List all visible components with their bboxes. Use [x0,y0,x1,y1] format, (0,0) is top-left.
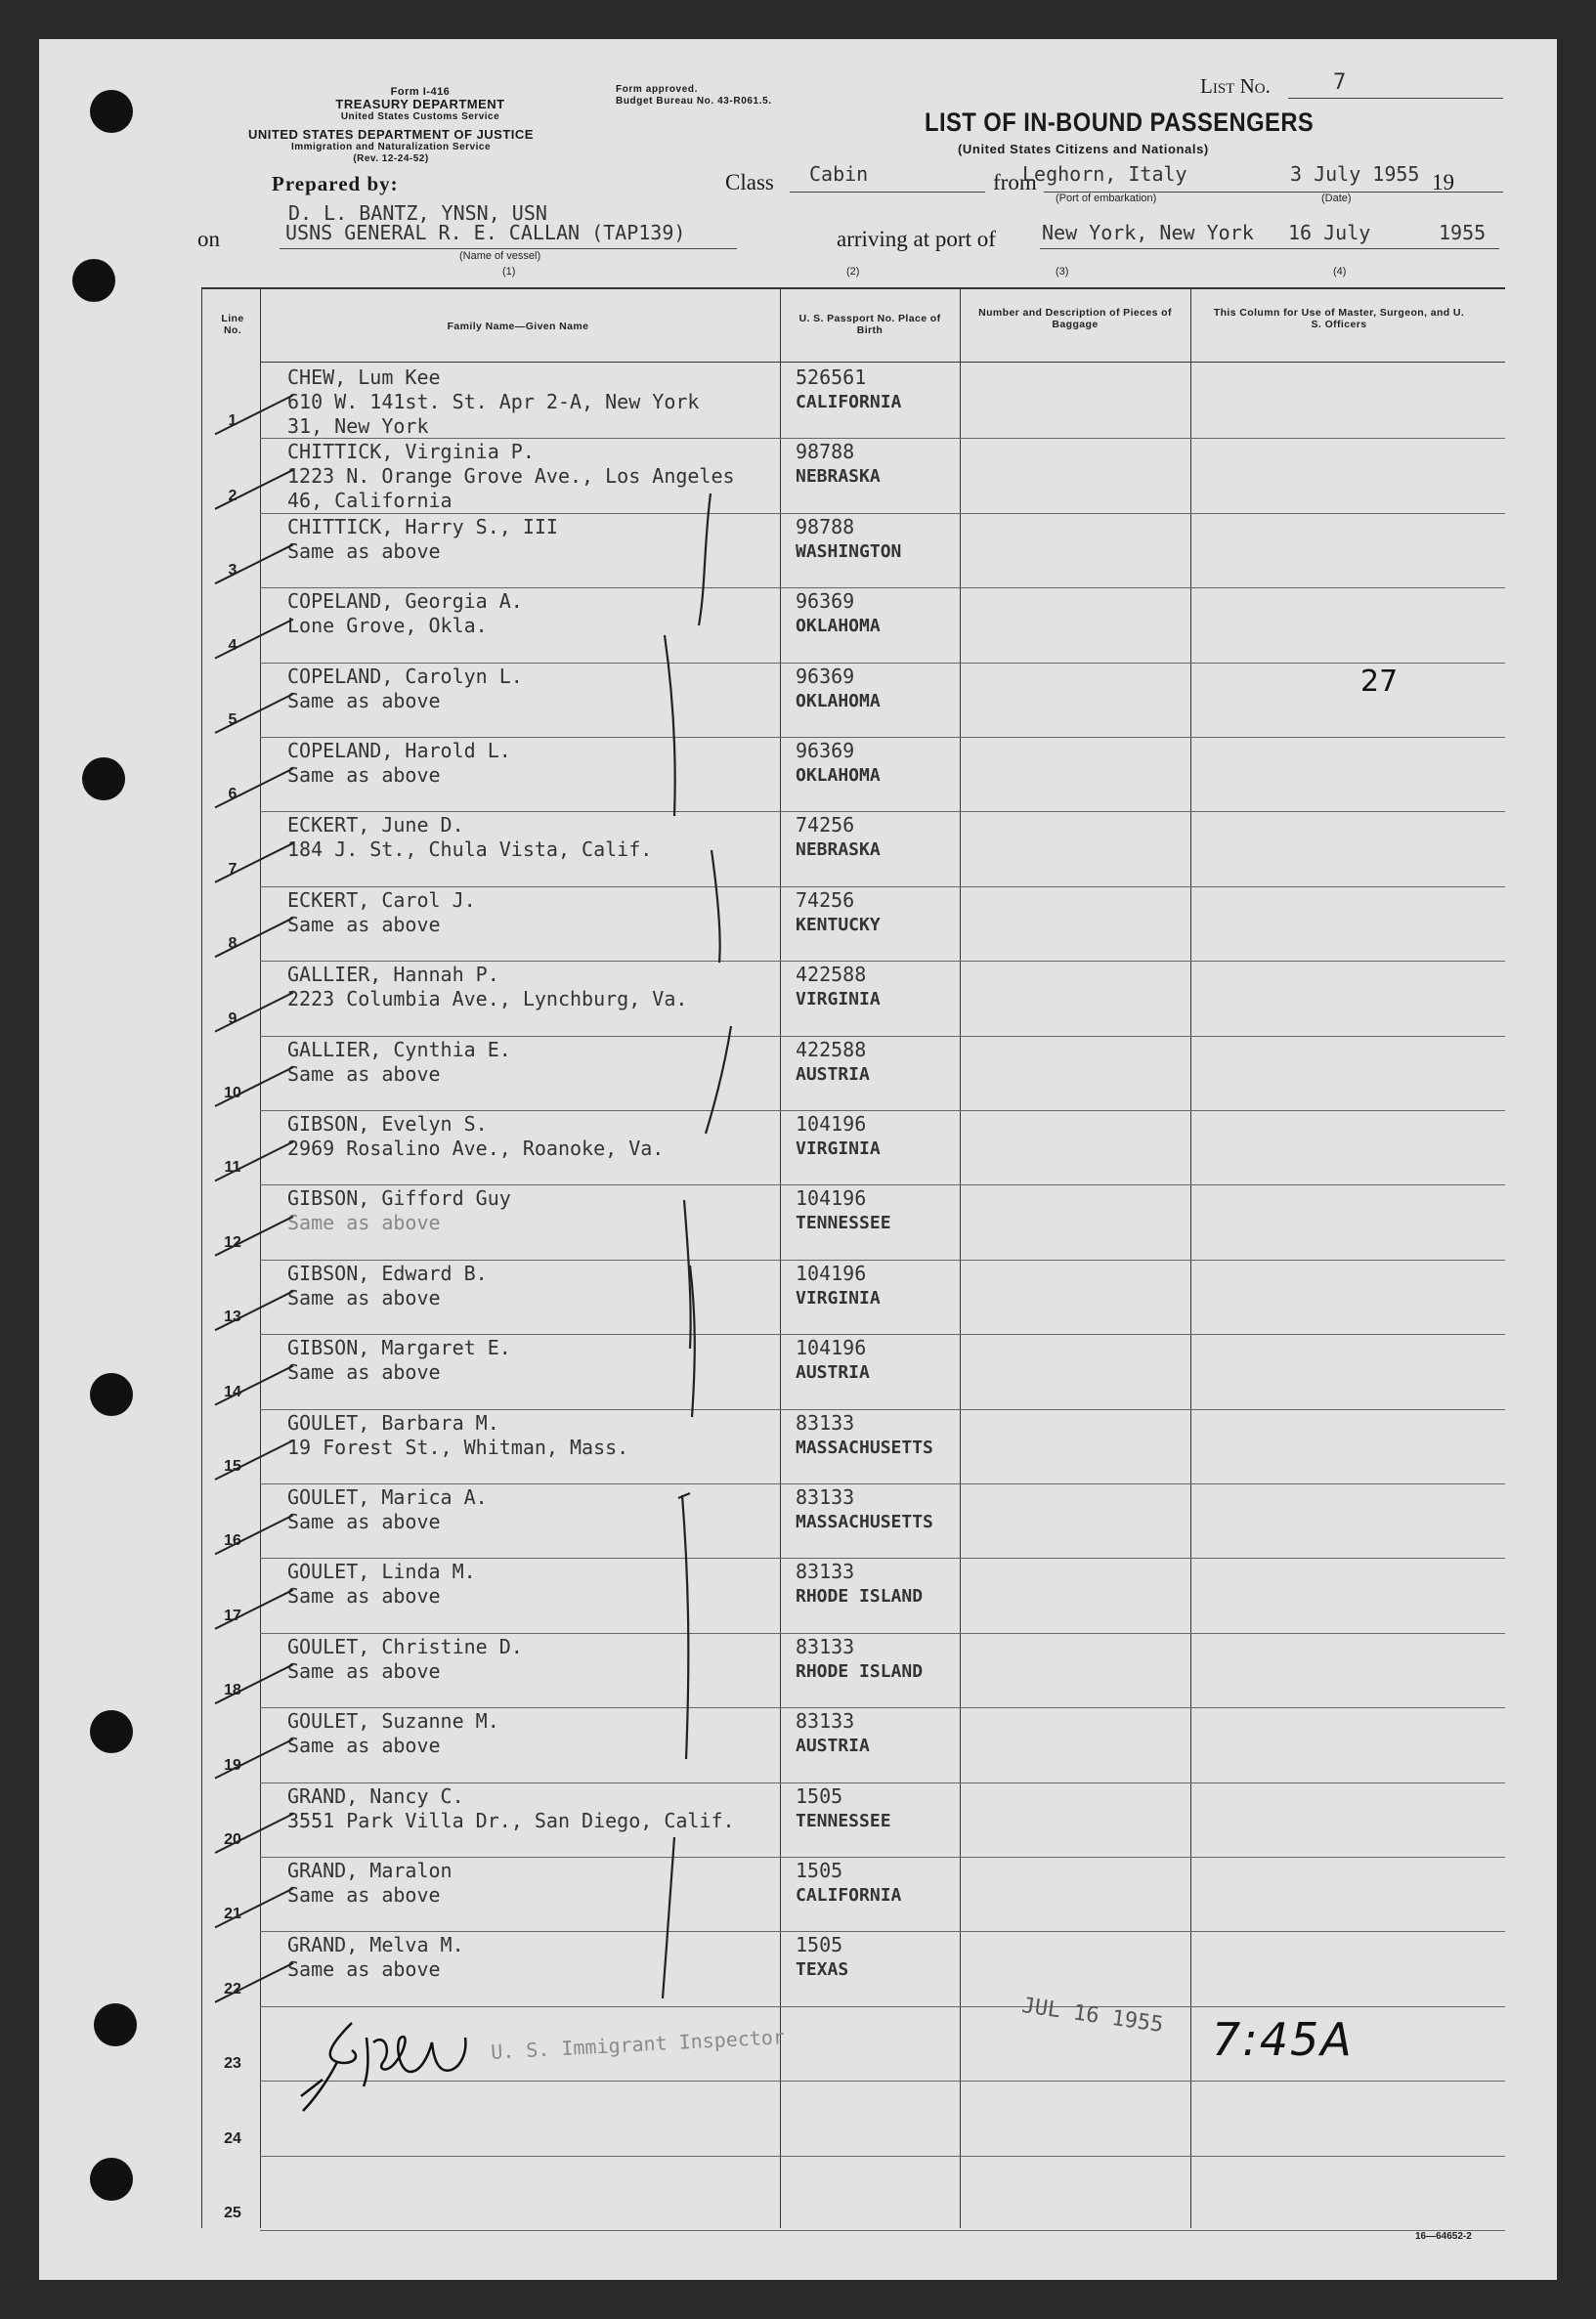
list-number: 7 [1333,70,1347,95]
vessel-line [280,248,737,249]
passenger-name: GOULET, Suzanne M. [287,1709,499,1734]
passenger-address: Same as above [287,1360,441,1385]
passenger-address: Same as above [287,1211,441,1235]
passport-number: 83133 [796,1485,855,1509]
passenger-name: GOULET, Marica A. [287,1485,488,1509]
footer-code: 16—64652-2 [1415,2231,1472,2242]
row-divider [260,1633,1505,1634]
line-number: 24 [224,2129,241,2147]
passport-number: 526561 [796,365,867,389]
place-of-birth: NEBRASKA [796,839,881,861]
binder-hole [90,2158,133,2201]
row-divider [260,737,1505,738]
form-approved: Form approved. [616,84,698,95]
row-divider [260,1483,1505,1484]
passenger-name: CHEW, Lum Kee [287,365,441,389]
vessel-name: USNS GENERAL R. E. CALLAN (TAP139) [285,221,686,244]
line-number: 25 [224,2205,241,2221]
passenger-address: Same as above [287,912,441,936]
place-of-birth: RHODE ISLAND [796,1586,924,1608]
line-number: 10 [224,1085,241,1101]
line-number: 3 [228,562,237,580]
row-divider [260,1334,1505,1335]
line-number: 1 [228,412,237,430]
page-title: LIST OF IN-BOUND PASSENGERS [925,107,1315,137]
passport-number: 96369 [796,589,855,614]
justice-dept: UNITED STATES DEPARTMENT OF JUSTICE [248,127,534,142]
line-number: 9 [228,1009,237,1027]
line-number: 19 [224,1756,241,1774]
place-of-birth: AUSTRIA [796,1736,870,1757]
place-of-birth: VIRGINIA [796,1138,881,1159]
page-subtitle: (United States Citizens and Nationals) [958,142,1209,156]
passport-number: 74256 [796,887,855,912]
line-number: 14 [224,1383,241,1400]
col-divider-name [780,287,781,2228]
passenger-name: GRAND, Maralon [287,1859,453,1882]
passport-number: 104196 [796,1336,867,1360]
embark-date: 3 July 1955 [1290,162,1420,186]
place-of-birth: OKLAHOMA [796,616,881,637]
passport-number: 74256 [796,813,855,837]
header-baggage: Number and Description of Pieces of Baggage [978,307,1172,330]
passport-number: 98788 [796,440,855,464]
header-officers: This Column for Use of Master, Surgeon, and U. S. Officers [1213,307,1465,330]
passenger-name: CHITTICK, Virginia P. [287,440,535,464]
arrival-line [1040,248,1499,249]
passenger-name: GALLIER, Hannah P. [287,963,499,987]
inspector-signature [293,2003,547,2130]
row-divider [260,1857,1505,1858]
line-number: 13 [224,1309,241,1326]
place-of-birth: MASSACHUSETTS [796,1512,933,1532]
row-divider [260,2156,1505,2157]
passenger-address: Same as above [287,538,441,563]
class-label: Class [725,170,774,194]
place-of-birth: KENTUCKY [796,914,881,935]
place-of-birth: TENNESSEE [796,1213,891,1234]
line-number: 4 [228,636,237,654]
table-left-border [201,287,202,2228]
prepared-by: D. L. BANTZ, YNSN, USN [288,201,547,225]
row-divider [260,663,1505,664]
binder-hole [90,1373,133,1416]
arriving-label: arriving at port of [837,227,996,251]
passenger-name: CHITTICK, Harry S., III [287,514,558,538]
place-of-birth: AUSTRIA [796,1063,870,1085]
passenger-name: ECKERT, June D. [287,813,464,837]
place-of-birth: OKLAHOMA [796,690,881,711]
place-of-birth: TENNESSEE [796,1810,891,1831]
line-number: 11 [224,1159,241,1177]
place-of-birth: NEBRASKA [796,466,881,488]
passenger-address: Same as above [287,1510,441,1533]
line-number: 22 [224,1980,241,1997]
passenger-address: Same as above [287,1883,441,1907]
passenger-address: Same as above [287,1957,441,1982]
form-number: Form I-416 [390,86,451,98]
caption-1: (1) [502,266,516,278]
passport-number: 104196 [796,1261,867,1285]
passport-number: 1505 [796,1933,843,1957]
passenger-address: Same as above [287,1285,441,1310]
passenger-address: Same as above [287,1584,441,1609]
passport-number: 83133 [796,1634,855,1658]
passport-number: 422588 [796,1037,867,1061]
passenger-name: COPELAND, Carolyn L. [287,664,523,688]
row-divider [260,1782,1505,1783]
passenger-address: 3551 Park Villa Dr., San Diego, Calif. [287,1808,735,1832]
place-of-birth: WASHINGTON [796,540,902,562]
passenger-address: Same as above [287,688,441,712]
header-bottom-line [260,362,1505,363]
row-divider [260,1707,1505,1708]
place-of-birth: OKLAHOMA [796,765,881,786]
place-of-birth: VIRGINIA [796,989,881,1010]
place-of-birth: VIRGINIA [796,1287,881,1309]
passport-number: 1505 [796,1859,843,1882]
row-divider [260,2230,1505,2231]
officer-count: 27 [1360,665,1399,699]
row-divider [260,1184,1505,1185]
passenger-address-cont: 31, New York [287,414,429,438]
year-suffix: 19 [1432,170,1454,194]
line-number: 12 [224,1233,241,1251]
passenger-name: GRAND, Melva M. [287,1933,464,1957]
passport-number: 422588 [796,963,867,987]
embark-caption: (Port of embarkation) [1056,193,1157,204]
passenger-address: 2223 Columbia Ave., Lynchburg, Va. [287,987,688,1011]
date-stamp: JUL 16 1955 [1019,1993,1165,2039]
arrival-port: New York, New York [1042,221,1254,244]
passport-number: 98788 [796,514,855,538]
passenger-name: COPELAND, Harold L. [287,739,511,762]
revision: (Rev. 12-24-52) [353,153,429,164]
line-number: 6 [228,786,237,803]
place-of-birth: AUSTRIA [796,1362,870,1384]
passenger-address-cont: 46, California [287,489,453,513]
binder-hole [90,1710,133,1753]
passport-number: 96369 [796,664,855,688]
row-divider [260,1409,1505,1410]
line-number: 18 [224,1682,241,1699]
passport-number: 104196 [796,1186,867,1211]
passenger-name: GIBSON, Edward B. [287,1261,488,1285]
row-divider [260,438,1505,439]
embark-port: Leghorn, Italy [1022,162,1187,186]
line-number: 17 [224,1607,241,1624]
row-divider [260,1110,1505,1111]
row-divider [260,961,1505,962]
list-no-line [1288,98,1503,99]
line-number: 5 [228,711,237,728]
row-divider [260,1260,1505,1261]
passenger-name: GIBSON, Margaret E. [287,1336,511,1360]
passport-number: 83133 [796,1709,855,1734]
passenger-address: Same as above [287,763,441,787]
caption-3: (3) [1056,266,1069,278]
col-divider-baggage [1190,287,1191,2228]
passport-number: 83133 [796,1560,855,1584]
passenger-name: COPELAND, Georgia A. [287,589,523,614]
place-of-birth: MASSACHUSETTS [796,1437,933,1458]
passenger-address: Same as above [287,1658,441,1683]
col-divider-line [260,287,261,2228]
row-divider [260,1036,1505,1037]
treasury-dept: TREASURY DEPARTMENT [335,97,505,111]
header-name: Family Name—Given Name [447,321,589,332]
passenger-name: GIBSON, Evelyn S. [287,1112,488,1136]
line-number: 7 [228,860,237,878]
line-number: 20 [224,1831,241,1848]
row-divider [260,1558,1505,1559]
col-divider-passport [960,287,961,2228]
class-line [790,192,985,193]
row-divider [260,811,1505,812]
passenger-address: 610 W. 141st. St. Apr 2-A, New York [287,390,700,413]
passenger-address: 19 Forest St., Whitman, Mass. [287,1435,629,1459]
vessel-caption: (Name of vessel) [459,250,541,262]
line-number: 23 [224,2055,241,2073]
passport-number: 104196 [796,1112,867,1136]
date-caption: (Date) [1321,193,1352,204]
list-no-label: List No. [1200,74,1271,98]
line-number: 2 [228,487,237,504]
row-divider [260,1931,1505,1932]
on-label: on [197,227,220,251]
passport-number: 96369 [796,739,855,762]
passenger-address: 1223 N. Orange Grove Ave., Los Angeles [287,464,735,489]
passenger-name: GIBSON, Gifford Guy [287,1186,511,1211]
header-line-no: Line No. [221,313,244,336]
passenger-name: GOULET, Barbara M. [287,1410,499,1435]
place-of-birth: RHODE ISLAND [796,1660,924,1682]
passenger-name: GRAND, Nancy C. [287,1783,464,1808]
ins-service: Immigration and Naturalization Service [290,142,492,152]
passenger-name: ECKERT, Carol J. [287,887,476,912]
place-of-birth: CALIFORNIA [796,1885,902,1906]
passenger-address: 184 J. St., Chula Vista, Calif. [287,837,653,862]
from-label: from [993,170,1037,194]
place-of-birth: CALIFORNIA [796,392,902,412]
passport-number: 83133 [796,1410,855,1435]
passenger-name: GOULET, Linda M. [287,1560,476,1584]
arrival-date: 16 July [1288,221,1371,244]
binder-hole [94,2003,137,2046]
binder-hole [72,259,115,302]
customs-service: United States Customs Service [340,111,500,122]
handwritten-time: 7:45A [1212,2013,1354,2066]
passenger-address: 2969 Rosalino Ave., Roanoke, Va. [287,1137,665,1160]
binder-hole [82,757,125,800]
passenger-name: GALLIER, Cynthia E. [287,1037,511,1061]
place-of-birth: TEXAS [796,1959,849,1981]
arrival-year: 1955 [1439,221,1487,244]
line-number: 16 [224,1532,241,1550]
caption-4: (4) [1333,266,1347,278]
caption-2: (2) [846,266,860,278]
binder-hole [90,90,133,133]
class-value: Cabin [809,162,869,186]
line-number: 15 [224,1458,241,1475]
passenger-address: Lone Grove, Okla. [287,614,488,638]
passenger-name: GOULET, Christine D. [287,1634,523,1658]
header-passport: U. S. Passport No. Place of Birth [798,313,941,336]
row-divider [260,886,1505,887]
passport-number: 1505 [796,1783,843,1808]
inspector-stamp: U. S. Immigrant Inspector [490,2025,786,2064]
budget-bureau: Budget Bureau No. 43-R061.5. [616,96,772,107]
passenger-address: Same as above [287,1734,441,1758]
row-divider [260,587,1505,588]
prepared-label: Prepared by: [272,172,399,195]
table-top-border [201,287,1505,289]
passenger-address: Same as above [287,1061,441,1086]
line-number: 8 [228,935,237,953]
line-number: 21 [224,1906,241,1923]
